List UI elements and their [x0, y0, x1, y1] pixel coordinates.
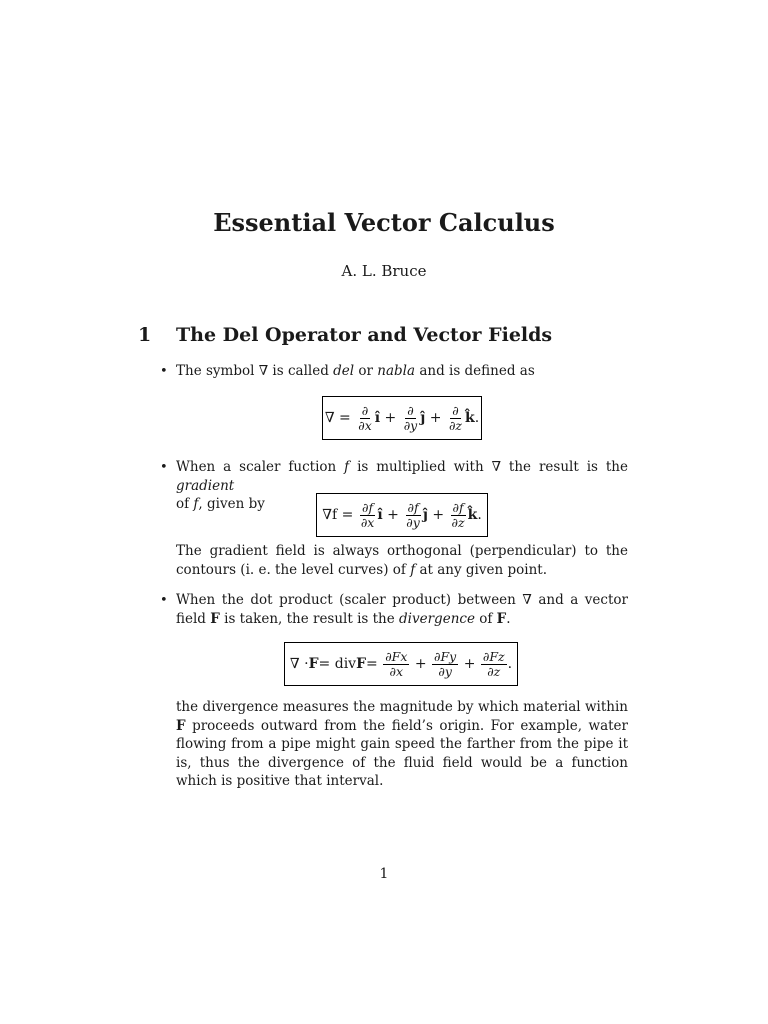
bullet-icon: • — [160, 593, 168, 608]
divergence-equation: ∇ · F = div F = $\frac{\partial Fx}{\partial x}$ + $\frac{\partial Fy}{\partial y}$ + $\frac{\partial Fz}{\partial z}$ . — [284, 642, 518, 686]
bullet-2-text: When a scaler fuction f is multiplied with ∇ the result is the gradient of f, given by — [176, 459, 628, 512]
bullet-icon: • — [160, 460, 168, 475]
gradient-note: The gradient field is always orthogonal (perpendicular) to the contours (i. e. the level curves) of f at any given point. — [176, 543, 628, 578]
bullet-3-text: When the dot product (scaler product) between ∇ and a vector field F is taken, the result is the divergence of F. — [176, 592, 628, 627]
divergence-note: the divergence measures the magnitude by which material within F proceeds outward from the field’s origin. For example, water flowing from a pipe might gain speed the farther from the pipe it is, thus the divergence of the fluid field would be a function which is positive that interval. — [176, 699, 628, 789]
bullet-1-text: The symbol ∇ is called del or nabla and is defined as — [176, 363, 535, 379]
author: A. L. Bruce — [341, 262, 427, 280]
section-heading — [138, 324, 552, 346]
bullet-icon: • — [160, 364, 168, 379]
gradient-equation: ∇f = $\frac{\partial f}{\partial x}$ î + $\frac{\partial f}{\partial y}$ ĵ + $\frac{\partial f}{\partial z}$ k̂ . — [316, 493, 488, 537]
document-title: Essential Vector Calculus — [213, 208, 555, 237]
section-title: The Del Operator and Vector Fields — [176, 324, 553, 346]
page-number: 1 — [379, 866, 389, 882]
section-number: 1 — [138, 324, 152, 346]
del-definition-equation: ∇ = $\frac{\partial}{\partial x}$ î + $\frac{\partial}{\partial y}$ ĵ + $\frac{\partial}{\partial z}$ k̂ . — [322, 396, 482, 440]
